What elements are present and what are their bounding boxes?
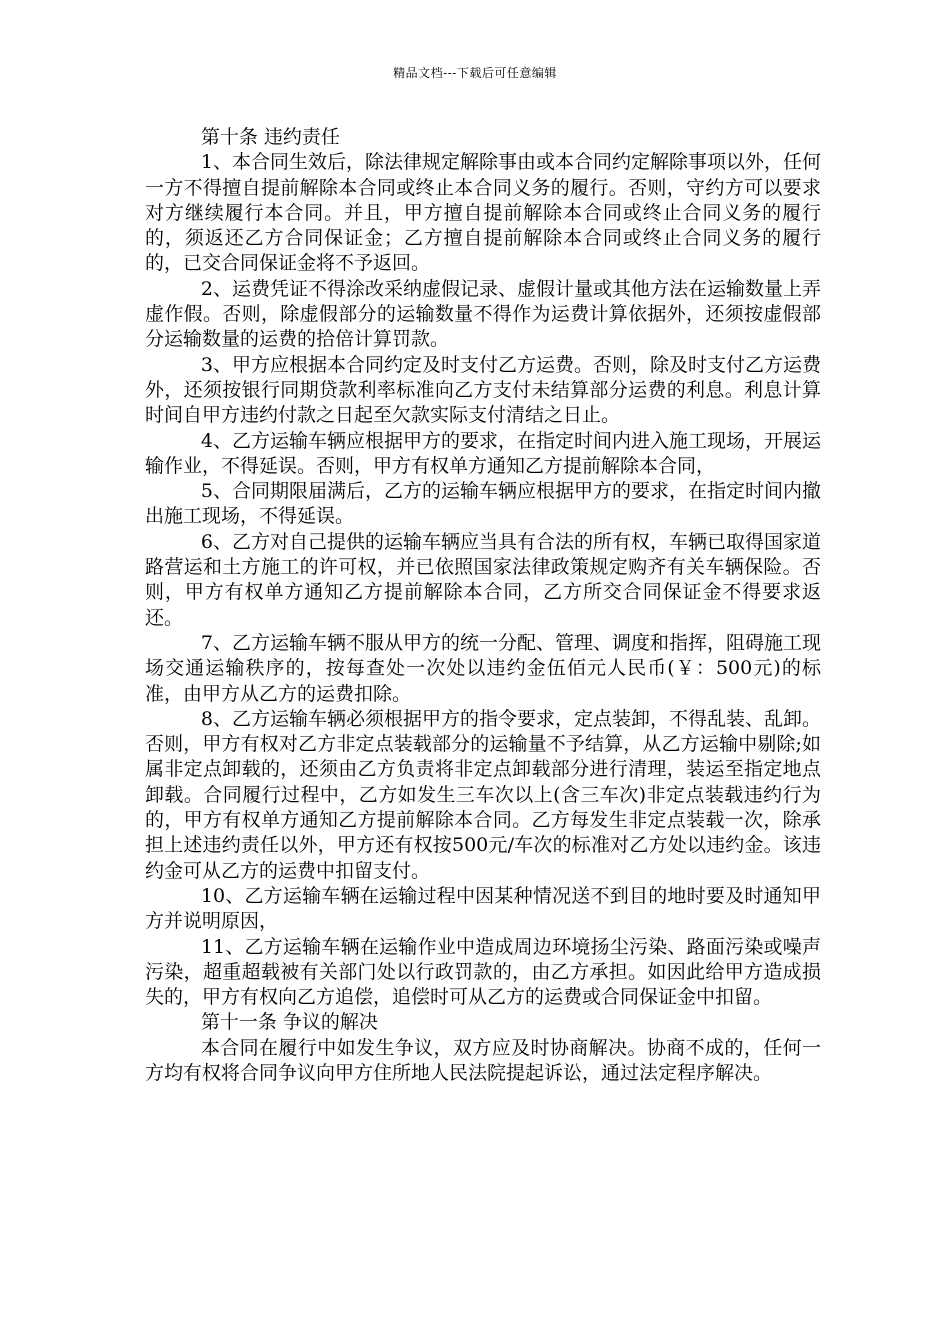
section-heading-article-11: 第十一条 争议的解决 bbox=[200, 1011, 378, 1034]
page-header: 精品文档---下载后可任意编辑 bbox=[393, 66, 557, 80]
clause-paragraph-6: 6、乙方对自己提供的运输车辆应当具有合法的所有权，车辆已取得国家道路营运和土方施工的许可权，并已依照国家法律政策规定购齐有关车辆保险。否则，甲方有权单方通知乙方提前解除本合同，乙方所交合同保证金不得要求返还。 bbox=[145, 530, 821, 629]
dispute-resolution-paragraph: 本合同在履行中如发生争议，双方应及时协商解决。协商不成的，任何一方均有权将合同争议向甲方住所地人民法院提起诉讼，通过法定程序解决。 bbox=[145, 1036, 821, 1084]
clause-paragraph-5: 5、合同期限届满后，乙方的运输车辆应根据甲方的要求，在指定时间内撤出施工现场，不得延误。 bbox=[145, 480, 821, 528]
clause-paragraph-7: 7、乙方运输车辆不服从甲方的统一分配、管理、调度和指挥，阻碍施工现场交通运输秩序的，按每查处一次处以违约金伍佰元人民币(￥：500元)的标准，由甲方从乙方的运费扣除。 bbox=[145, 631, 821, 705]
clause-paragraph-4: 4、乙方运输车辆应根据甲方的要求，在指定时间内进入施工现场，开展运输作业，不得延误。否则，甲方有权单方通知乙方提前解除本合同， bbox=[145, 429, 821, 477]
clause-paragraph-8: 8、乙方运输车辆必须根据甲方的指令要求，定点装卸，不得乱装、乱卸。否则，甲方有权对乙方非定点装载部分的运输量不予结算，从乙方运输中剔除;如属非定点卸载的，还须由乙方负责将非定点卸载部分进行清理，装运至指定地点卸载。合同履行过程中，乙方如发生三车次以上(含三车次)非定点装载违约行为的，甲方有权单方通知乙方提前解除本合同。乙方每发生非定点装载一次，除承担上述违约责任以外，甲方还有权按500元/车次的标准对乙方处以违约金。该违约金可从乙方的运费中扣留支付。 bbox=[145, 707, 821, 882]
clause-paragraph-1: 1、本合同生效后，除法律规定解除事由或本合同约定解除事项以外，任何一方不得擅自提前解除本合同或终止本合同义务的履行。否则，守约方可以要求对方继续履行本合同。并且，甲方擅自提前解除本合同或终止合同义务的履行的，须返还乙方合同保证金；乙方擅自提前解除本合同或终止合同义务的履行的，已交合同保证金将不予返回。 bbox=[145, 151, 821, 275]
document-body bbox=[145, 125, 821, 1086]
clause-paragraph-3: 3、甲方应根据本合同约定及时支付乙方运费。否则，除及时支付乙方运费外，还须按银行同期贷款利率标准向乙方支付未结算部分运费的利息。利息计算时间自甲方违约付款之日起至欠款实际支付清结之日止。 bbox=[145, 353, 821, 427]
section-heading-article-10: 第十条 违约责任 bbox=[200, 126, 340, 148]
clause-paragraph-10: 10、乙方运输车辆在运输过程中因某种情况送不到目的地时要及时通知甲方并说明原因， bbox=[145, 884, 821, 933]
clause-paragraph-2: 2、运费凭证不得涂改采纳虚假记录、虚假计量或其他方法在运输数量上弄虚作假。否则，除虚假部分的运输数量不得作为运费计算依据外，还须按虚假部分运输数量的运费的拾倍计算罚款。 bbox=[145, 277, 821, 351]
clause-paragraph-11: 11、乙方运输车辆在运输作业中造成周边环境扬尘污染、路面污染或噪声污染，超重超载被有关部门处以行政罚款的，由乙方承担。如因此给甲方造成损失的，甲方有权向乙方追偿，追偿时可从乙方的运费或合同保证金中扣留。 bbox=[145, 935, 821, 1009]
